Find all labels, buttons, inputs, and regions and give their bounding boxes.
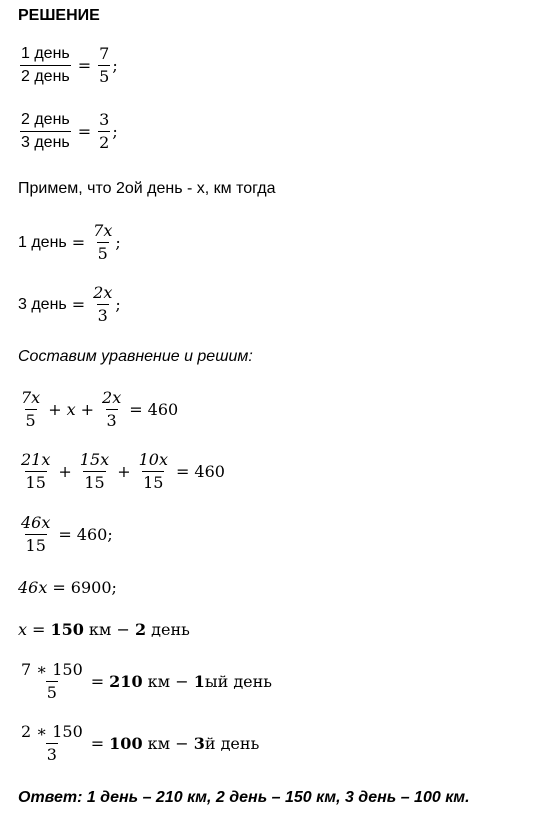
- day-number: 3: [193, 734, 205, 753]
- day-number: 2: [134, 620, 147, 639]
- semicolon: ;: [112, 56, 118, 75]
- equation-2: [18, 450, 225, 493]
- fraction: [138, 450, 169, 493]
- rhs-value: 460: [147, 400, 179, 419]
- equals-sign: =: [32, 620, 46, 639]
- numerator: 1 день: [21, 45, 70, 62]
- unit-text: км −: [142, 734, 194, 753]
- day-number: 1: [193, 672, 205, 691]
- fraction: [20, 722, 84, 765]
- result-value: 210: [109, 672, 143, 691]
- denominator: 15: [84, 473, 105, 492]
- denominator: 15: [143, 473, 164, 492]
- lhs-value: 46x: [18, 578, 48, 597]
- denominator: 15: [25, 536, 46, 555]
- denominator: 5: [46, 683, 57, 702]
- fraction: [20, 44, 71, 87]
- page-title: РЕШЕНИЕ: [18, 7, 100, 24]
- equals-sign: =: [52, 578, 66, 597]
- equals-sign: =: [90, 672, 105, 691]
- fraction: [98, 44, 110, 87]
- denominator: 15: [25, 473, 46, 492]
- equals-sign: =: [58, 525, 72, 544]
- semicolon: ;: [115, 295, 121, 314]
- day-label: 3 день: [18, 295, 67, 313]
- result-value: 100: [109, 734, 143, 753]
- semicolon: ;: [115, 233, 121, 252]
- plus-sign: +: [117, 462, 131, 481]
- fraction: [20, 660, 84, 703]
- day-text: ый день: [204, 672, 273, 691]
- denominator: 5: [97, 244, 108, 263]
- fraction: [98, 110, 110, 153]
- compose-heading: Составим уравнение и решим:: [18, 348, 253, 365]
- day-text: й день: [204, 734, 260, 753]
- numerator: 2 день: [21, 111, 70, 128]
- numerator: 7x: [93, 221, 113, 240]
- result-value: 150: [50, 620, 84, 639]
- numerator: 7: [99, 44, 110, 63]
- variable: x: [66, 400, 76, 419]
- fraction: [20, 450, 51, 493]
- equation-7: [18, 722, 259, 765]
- assumption-text: Примем, что 2ой день - х, км тогда: [18, 180, 276, 197]
- denominator: 3 день: [20, 131, 71, 153]
- equals-sign: =: [71, 295, 86, 314]
- day-label: 1 день: [18, 233, 67, 251]
- denominator: 3: [106, 411, 117, 430]
- equation-1: [18, 388, 178, 431]
- fraction: [92, 221, 113, 264]
- equation-4: [18, 578, 117, 597]
- fraction: [92, 283, 113, 326]
- equals-sign: =: [77, 56, 92, 75]
- numerator: 46x: [21, 513, 51, 532]
- numerator: 7x: [21, 388, 41, 407]
- numerator: 2x: [93, 283, 113, 302]
- fraction: [101, 388, 122, 431]
- numerator: 21x: [21, 450, 51, 469]
- day1-expression: [18, 221, 121, 264]
- fraction: [20, 513, 51, 556]
- unit-text: км −: [142, 672, 194, 691]
- numerator: 2x: [102, 388, 122, 407]
- denominator: 5: [99, 67, 110, 86]
- rhs-value: 6900;: [70, 578, 117, 597]
- equation-6: [18, 660, 272, 703]
- equals-sign: =: [71, 233, 86, 252]
- equation-5: [18, 620, 190, 639]
- equals-sign: =: [129, 400, 143, 419]
- plus-sign: +: [58, 462, 72, 481]
- denominator: 5: [25, 411, 36, 430]
- denominator: 2 день: [20, 65, 71, 87]
- denominator: 2: [99, 133, 110, 152]
- equals-sign: =: [175, 462, 190, 481]
- fraction: [79, 450, 110, 493]
- numerator: 7 ∗ 150: [21, 660, 83, 679]
- fraction: [20, 110, 71, 153]
- denominator: 3: [97, 306, 108, 325]
- fraction: [20, 388, 41, 431]
- plus-sign: +: [48, 400, 62, 419]
- equals-sign: =: [90, 734, 105, 753]
- day-text: день: [146, 620, 190, 639]
- ratio-2-equation: [18, 110, 118, 153]
- rhs-value: 460: [194, 462, 225, 481]
- rhs-value: 460;: [76, 525, 113, 544]
- denominator: 3: [46, 745, 57, 764]
- equation-3: [18, 513, 113, 556]
- numerator: 15x: [79, 450, 110, 469]
- numerator: 2 ∗ 150: [21, 722, 83, 741]
- plus-sign: +: [80, 400, 95, 419]
- ratio-1-equation: [18, 44, 118, 87]
- variable: x: [18, 620, 28, 639]
- unit-text: км −: [83, 620, 135, 639]
- numerator: 3: [99, 110, 110, 129]
- numerator: 10x: [138, 450, 168, 469]
- equals-sign: =: [77, 122, 92, 141]
- day3-expression: [18, 283, 121, 326]
- answer-text: Ответ: 1 день – 210 км, 2 день – 150 км, 3 день – 100 км.: [18, 789, 470, 806]
- semicolon: ;: [112, 122, 118, 141]
